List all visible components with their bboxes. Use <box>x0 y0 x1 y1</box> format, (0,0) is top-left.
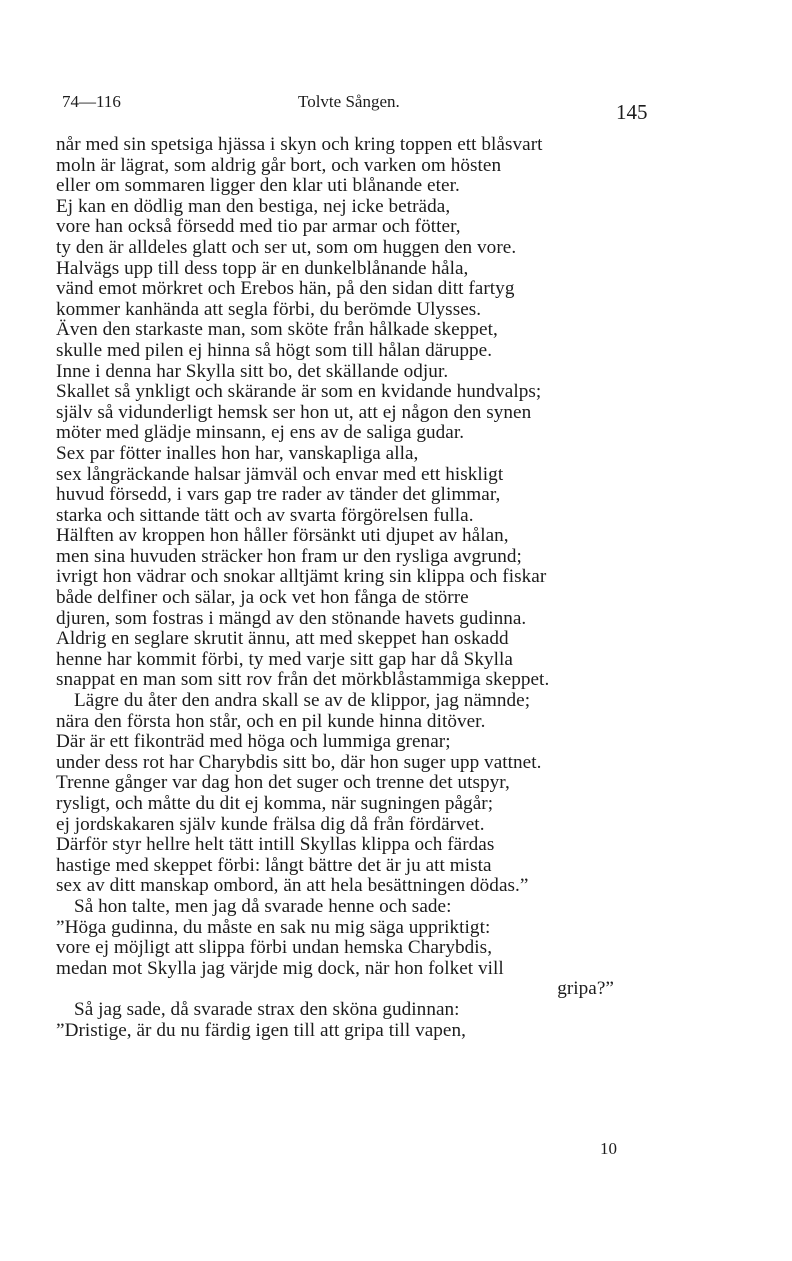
verse-line: Där är ett fikonträd med höga och lummiga grenar; <box>56 731 451 753</box>
verse-line: ”Höga gudinna, du måste en sak nu mig säga uppriktigt: <box>56 916 491 938</box>
verse-line: ivrigt hon vädrar och snokar alltjämt kring sin klippa och fiskar <box>56 566 547 588</box>
verse-line: Inne i denna har Skylla sitt bo, det skällande odjur. <box>56 360 449 382</box>
verse-line: eller om sommaren ligger den klar uti blånande eter. <box>56 175 460 197</box>
signature-mark: 10 <box>600 1139 617 1158</box>
page-number: 145 <box>616 100 648 124</box>
verse-line: Trenne gånger var dag hon det suger och trenne det utspyr, <box>56 772 510 794</box>
verse-line: starka och sittande tätt och av svarta förgörelsen fulla. <box>56 504 474 526</box>
verse-line: under dess rot har Charybdis sitt bo, där hon suger upp vattnet. <box>56 751 542 773</box>
verse-line: Så jag sade, då svarade strax den sköna gudinnan: <box>74 998 460 1020</box>
verse-line: kommer kanhända att segla förbi, du berömde Ulysses. <box>56 298 482 320</box>
verse-line: djuren, som fostras i mängd av den stönande havets gudinna. <box>56 607 527 629</box>
verse-line: skulle med pilen ej hinna så högt som till hålan däruppe. <box>56 339 493 361</box>
verse-line: ej jordskakaren själv kunde frälsa dig då från fördärvet. <box>56 813 485 835</box>
verse-line: moln är lägrat, som aldrig går bort, och varken om hösten <box>56 154 502 176</box>
verse-line: ty den är alldeles glatt och ser ut, som om huggen den vore. <box>56 236 517 258</box>
verse-line: Därför styr hellre helt tätt intill Skyllas klippa och färdas <box>56 834 495 856</box>
verse-line: hastige med skeppet förbi: långt bättre det är ju att mista <box>56 854 492 876</box>
verse-line: både delfiner och sälar, ja ock vet hon fånga de större <box>56 587 469 609</box>
verse-line: Ej kan en dödlig man den bestiga, nej icke beträda, <box>56 195 451 217</box>
verse-line: ”Dristige, är du nu färdig igen till att gripa till vapen, <box>56 1019 466 1041</box>
verse-line: sex långräckande halsar jämväl och envar med ett hiskligt <box>56 463 504 485</box>
verse-line: Halvägs upp till dess topp är en dunkelblånande håla, <box>56 257 469 279</box>
verse-line: Sex par fötter inalles hon har, vanskapliga alla, <box>56 442 419 464</box>
verse-line: Även den starkaste man, som sköte från hålkade skeppet, <box>56 319 498 341</box>
verse-line: vänd emot mörkret och Erebos hän, på den sidan ditt fartyg <box>56 278 515 300</box>
verse-line: huvud försedd, i vars gap tre rader av tänder det glimmar, <box>56 484 501 506</box>
running-title: Tolvte Sången. <box>298 92 400 111</box>
line-range-header: 74—116 <box>62 92 121 111</box>
verse-line: sex av ditt manskap ombord, än att hela besättningen dödas.” <box>56 875 529 897</box>
verse-line: själv så vidunderligt hemsk ser hon ut, att ej någon den synen <box>56 401 532 423</box>
verse-line: rysligt, och måtte du dit ej komma, när sugningen pågår; <box>56 793 494 814</box>
verse-line: medan mot Skylla jag värjde mig dock, när hon folket vill <box>56 957 504 979</box>
verse-line: Hälften av kroppen hon håller försänkt uti djupet av hålan, <box>56 525 509 547</box>
verse-line: vore han också försedd med tio par armar och fötter, <box>56 216 461 238</box>
verse-line: når med sin spetsiga hjässa i skyn och kring toppen ett blåsvart <box>56 134 543 155</box>
verse-line: snappat en man som sitt rov från det mörkblåstammiga skeppet. <box>56 669 550 691</box>
verse-line-runover: gripa?” <box>557 978 614 1000</box>
poem-body <box>56 135 644 1041</box>
verse-line: men sina huvuden sträcker hon fram ur den rysliga avgrund; <box>56 545 522 567</box>
verse-line: Så hon talte, men jag då svarade henne och sade: <box>74 895 452 917</box>
verse-line: Aldrig en seglare skrutit ännu, att med skeppet han oskadd <box>56 628 509 650</box>
verse-line: möter med glädje minsann, ej ens av de saliga gudar. <box>56 422 465 444</box>
verse-line: Skallet så ynkligt och skärande är som en kvidande hundvalps; <box>56 381 542 403</box>
verse-line: vore ej möjligt att slippa förbi undan hemska Charybdis, <box>56 937 493 959</box>
verse-line: henne har kommit förbi, ty med varje sitt gap har då Skylla <box>56 648 513 670</box>
verse-line: Lägre du åter den andra skall se av de klippor, jag nämnde; <box>74 690 531 712</box>
verse-line: nära den första hon står, och en pil kunde hinna ditöver. <box>56 710 486 732</box>
